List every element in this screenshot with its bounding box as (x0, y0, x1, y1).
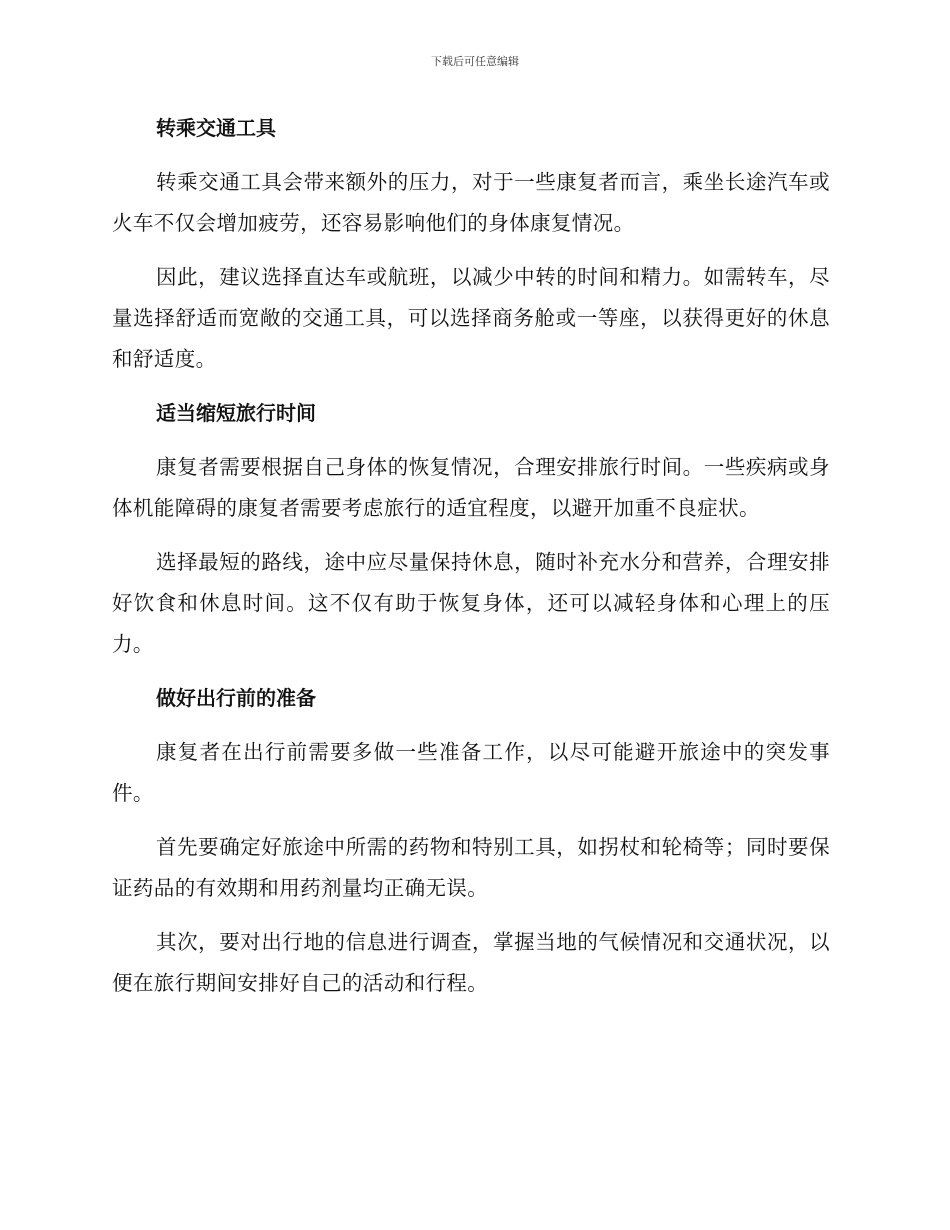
paragraph: 因此，建议选择直达车或航班，以减少中转的时间和精力。如需转车，尽量选择舒适而宽敞的交通工具，可以选择商务舱或一等座，以获得更好的休息和舒适度。 (112, 265, 830, 371)
paragraph: 康复者在出行前需要多做一些准备工作，以尽可能避开旅途中的突发事件。 (112, 740, 830, 805)
paragraph: 首先要确定好旅途中所需的药物和特别工具，如拐杖和轮椅等；同时要保证药品的有效期和用药剂量均正确无误。 (112, 835, 830, 900)
section-heading: 转乘交通工具 (156, 116, 276, 140)
paragraph: 转乘交通工具会带来额外的压力，对于一些康复者而言，乘坐长途汽车或火车不仅会增加疲劳，还容易影响他们的身体康复情况。 (112, 170, 830, 235)
paragraph: 其次，要对出行地的信息进行调查，掌握当地的气候情况和交通状况，以便在旅行期间安排好自己的活动和行程。 (112, 930, 830, 995)
paragraph: 康复者需要根据自己身体的恢复情况，合理安排旅行时间。一些疾病或身体机能障碍的康复者需要考虑旅行的适宜程度，以避开加重不良症状。 (112, 455, 830, 520)
section-heading: 适当缩短旅行时间 (156, 401, 316, 425)
section-shorten-travel-time (112, 393, 830, 665)
section-prepare-before-travel (112, 678, 830, 1004)
page-header: 下载后可任意编辑 (431, 55, 519, 68)
document-body (112, 108, 830, 1017)
section-heading: 做好出行前的准备 (156, 686, 316, 710)
paragraph: 选择最短的路线，途中应尽量保持休息，随时补充水分和营养，合理安排好饮食和休息时间。这不仅有助于恢复身体，还可以减轻身体和心理上的压力。 (112, 550, 830, 656)
section-transfer-transport (112, 108, 830, 380)
